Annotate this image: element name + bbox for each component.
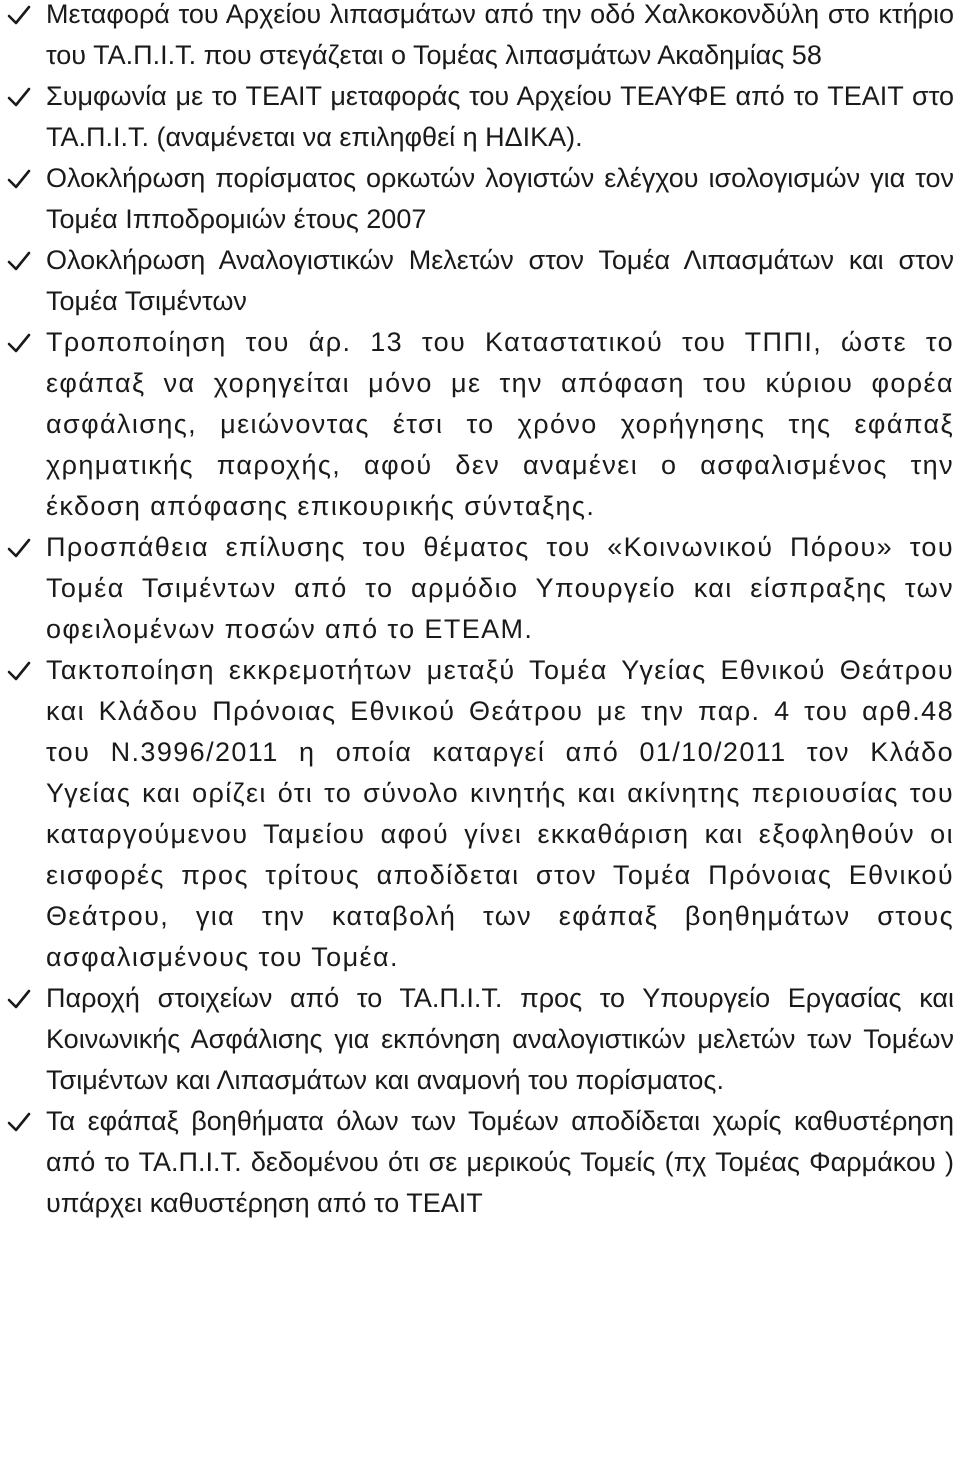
checkmark-icon — [4, 527, 34, 568]
checkmark-icon — [4, 650, 34, 691]
item-text: Παροχή στοιχείων από το ΤΑ.Π.Ι.Τ. προς το Υπουργείο Εργασίας και Κοινωνικής Ασφάλισης για εκπόνηση αναλογιστικών μελετών των Τομέων Τσιμέντων και Λιπασμάτων και αναμονή του πορίσματος. — [46, 983, 954, 1095]
item-text: Τα εφάπαξ βοηθήματα όλων των Τομέων αποδίδεται χωρίς καθυστέρηση από το ΤΑ.Π.Ι.Τ. δεδομένου ότι σε μερικούς Τομείς (πχ Τομέας Φαρμάκου ) υπάρχει καθυστέρηση από το ΤΕΑΙΤ — [46, 1106, 954, 1218]
list-item — [0, 0, 954, 76]
list-item — [0, 158, 954, 240]
checkmark-icon — [4, 1101, 34, 1142]
item-text: Μεταφορά του Αρχείου λιπασμάτων από την οδό Χαλκοκονδύλη στο κτήριο του ΤΑ.Π.Ι.Τ. που στεγάζεται ο Τομέας λιπασμάτων Ακαδημίας 58 — [46, 0, 954, 70]
list-item — [0, 1101, 954, 1224]
item-text: Τροποποίηση του άρ. 13 του Καταστατικού του ΤΠΠΙ, ώστε το εφάπαξ να χορηγείται μόνο με την απόφαση του κύριου φορέα ασφάλισης, μειώνοντας έτσι το χρόνο χορήγησης της εφάπαξ χρηματικής παροχής, αφού δεν αναμένει ο ασφαλισμένος την έκδοση απόφασης επικουρικής σύνταξης. — [46, 327, 954, 521]
list-item — [0, 76, 954, 158]
checkmark-icon — [4, 322, 34, 363]
list-item — [0, 527, 954, 650]
item-text: Συμφωνία με το ΤΕΑΙΤ μεταφοράς του Αρχείου ΤΕΑΥΦΕ από το ΤΕΑΙΤ στο ΤΑ.Π.Ι.Τ. (αναμένεται να επιληφθεί η ΗΔΙΚΑ). — [46, 81, 954, 152]
checkmark-icon — [4, 0, 34, 35]
checkmark-icon — [4, 240, 34, 281]
list-item — [0, 322, 954, 527]
item-text: Τακτοποίηση εκκρεμοτήτων μεταξύ Τομέα Υγείας Εθνικού Θεάτρου και Κλάδου Πρόνοιας Εθνικού Θεάτρου με την παρ. 4 του αρθ.48 του Ν.3996/2011 η οποία καταργεί από 01/10/2011 τον Κλάδο Υγείας και ορίζει ότι το σύνολο κινητής και ακίνητης περιουσίας του καταργούμενου Ταμείου αφού γίνει εκκαθάριση και εξοφληθούν οι εισφορές προς τρίτους αποδίδεται στον Τομέα Πρόνοιας Εθνικού Θεάτρου, για την καταβολή των εφάπαξ βοηθημάτων στους ασφαλισμένους του Τομέα. — [46, 655, 954, 972]
item-text: Ολοκλήρωση Αναλογιστικών Μελετών στον Τομέα Λιπασμάτων και στον Τομέα Τσιμέντων — [46, 245, 954, 316]
checkmark-icon — [4, 76, 34, 117]
checkmark-icon — [4, 978, 34, 1019]
list-item — [0, 240, 954, 322]
checkmark-icon — [4, 158, 34, 199]
list-item — [0, 978, 954, 1101]
item-text: Προσπάθεια επίλυσης του θέματος του «Κοινωνικού Πόρου» του Τομέα Τσιμέντων από το αρμόδιο Υπουργείο και είσπραξης των οφειλομένων ποσών από το ΕΤΕΑΜ. — [46, 532, 954, 644]
item-text: Ολοκλήρωση πορίσματος ορκωτών λογιστών ελέγχου ισολογισμών για τον Τομέα Ιπποδρομιών έτους 2007 — [46, 163, 954, 234]
list-item — [0, 650, 954, 978]
